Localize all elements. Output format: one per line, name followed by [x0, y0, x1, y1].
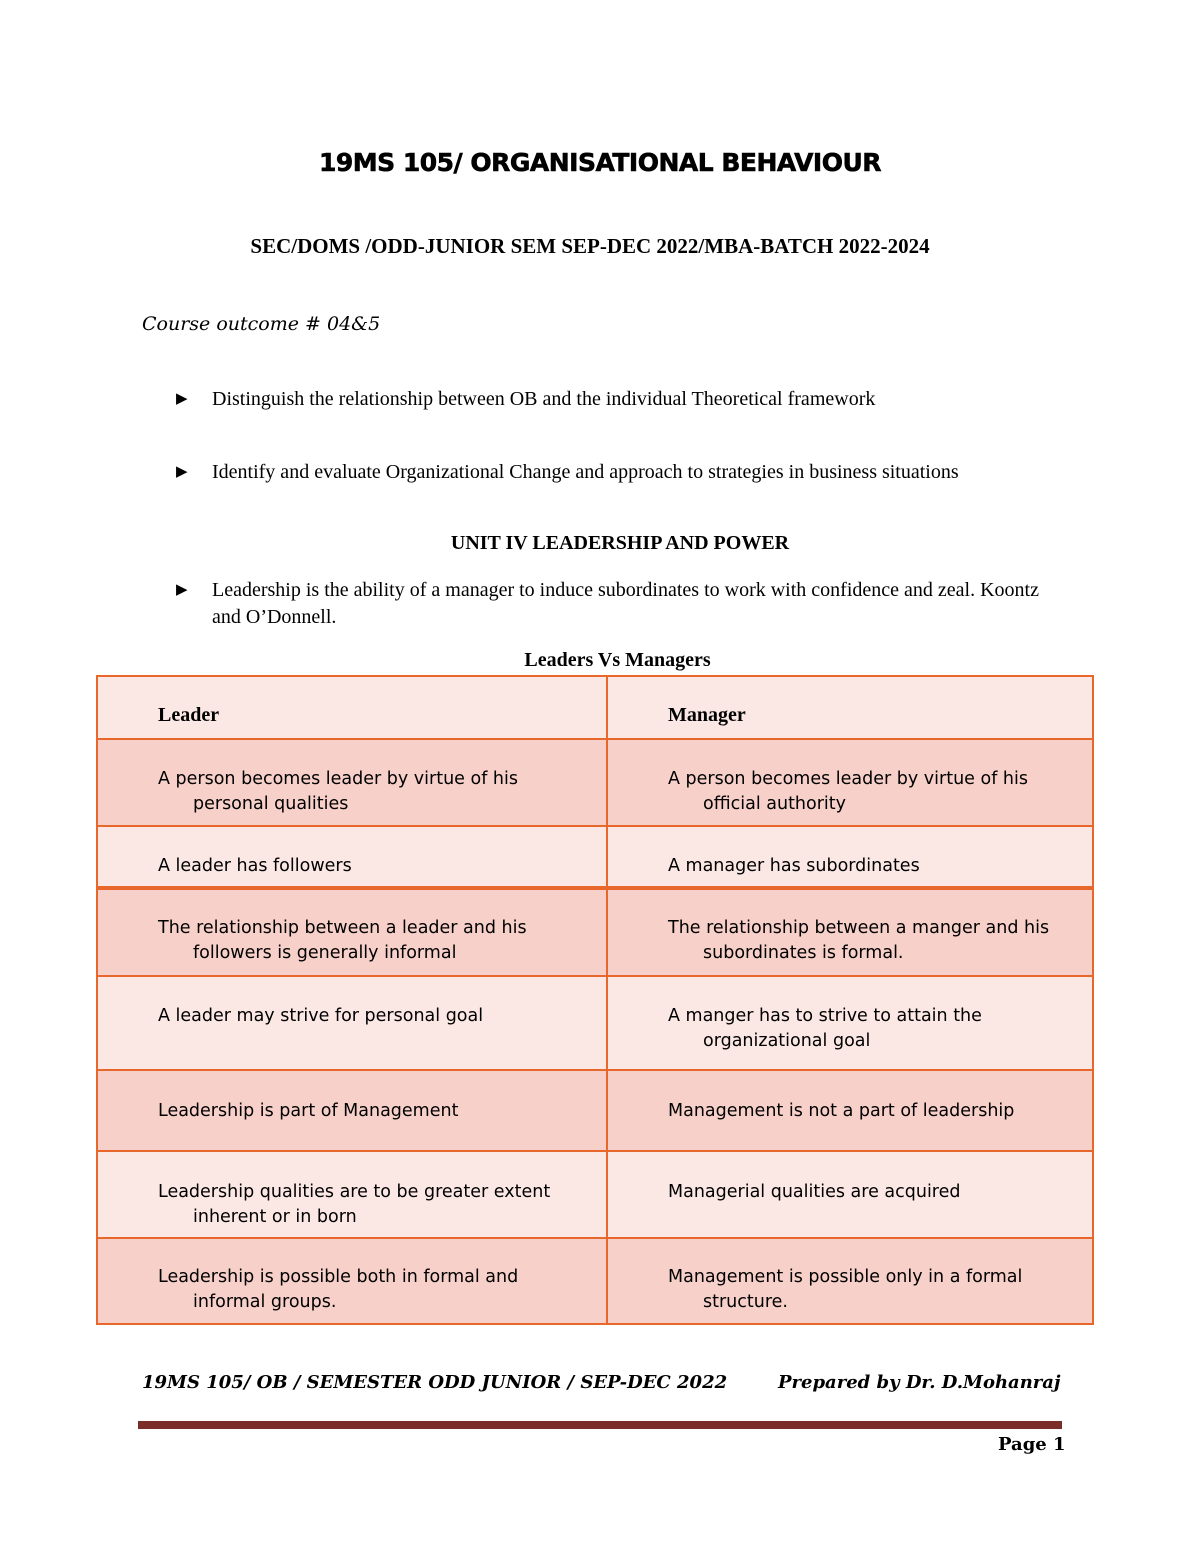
leader-cell: Leadership is possible both in formal and informal groups. — [98, 1239, 606, 1323]
bullet-item — [176, 459, 1058, 486]
table-row — [98, 1071, 1092, 1150]
table-title: Leaders Vs Managers — [524, 649, 711, 671]
page-number: Page 1 — [998, 1434, 1066, 1455]
document-title: 19MS 105/ ORGANISATIONAL BEHAVIOUR — [318, 148, 882, 177]
leader-cell: Leadership qualities are to be greater extent inherent or in born — [98, 1152, 606, 1237]
footer-author: Prepared by Dr. D.Mohanraj — [778, 1372, 1061, 1393]
manager-cell: The relationship between a manger and his subordinates is formal. — [608, 890, 1092, 975]
header-manager: Manager — [608, 677, 1092, 738]
table-row — [98, 890, 1092, 975]
footer-divider — [138, 1421, 1062, 1429]
manager-cell: Management is not a part of leadership — [608, 1071, 1092, 1150]
leader-cell: Leadership is part of Management — [98, 1071, 606, 1150]
comparison-table — [96, 675, 1094, 1325]
table-row — [98, 740, 1092, 825]
triangle-right-icon: ▶ — [176, 464, 188, 480]
table-header-row — [98, 677, 1092, 738]
bullet-text: Identify and evaluate Organizational Change and approach to strategies in business situations — [212, 461, 959, 483]
course-outcome: Course outcome # 04&5 — [142, 313, 381, 335]
leader-cell: The relationship between a leader and his followers is generally informal — [98, 890, 606, 975]
manager-cell: Management is possible only in a formal structure. — [608, 1239, 1092, 1323]
manager-cell: A manager has subordinates — [608, 827, 1092, 886]
triangle-right-icon: ▶ — [176, 391, 188, 407]
bullet-text: Leadership is the ability of a manager to induce subordinates to work with confidence and zeal. Koontz and O’Donnell. — [212, 579, 1039, 628]
header-leader: Leader — [98, 677, 606, 738]
table-row — [98, 1239, 1092, 1323]
manager-cell: Managerial qualities are acquired — [608, 1152, 1092, 1237]
triangle-right-icon: ▶ — [176, 582, 188, 598]
leader-cell: A leader has followers — [98, 827, 606, 886]
leader-cell: A leader may strive for personal goal — [98, 977, 606, 1069]
bullet-item — [176, 386, 1058, 413]
manager-cell: A manger has to strive to attain the organizational goal — [608, 977, 1092, 1069]
leader-cell: A person becomes leader by virtue of his personal qualities — [98, 740, 606, 825]
table-row — [98, 977, 1092, 1069]
table-row — [98, 1152, 1092, 1237]
bullet-text: Distinguish the relationship between OB and the individual Theoretical framework — [212, 388, 876, 410]
footer-course-info: 19MS 105/ OB / SEMESTER ODD JUNIOR / SEP-DEC 2022 — [142, 1372, 728, 1393]
table-row — [98, 827, 1092, 886]
document-subtitle: SEC/DOMS /ODD-JUNIOR SEM SEP-DEC 2022/MBA-BATCH 2022-2024 — [250, 234, 930, 258]
manager-cell: A person becomes leader by virtue of his official authority — [608, 740, 1092, 825]
bullet-item — [176, 577, 1058, 631]
unit-heading: UNIT IV LEADERSHIP AND POWER — [450, 532, 790, 554]
